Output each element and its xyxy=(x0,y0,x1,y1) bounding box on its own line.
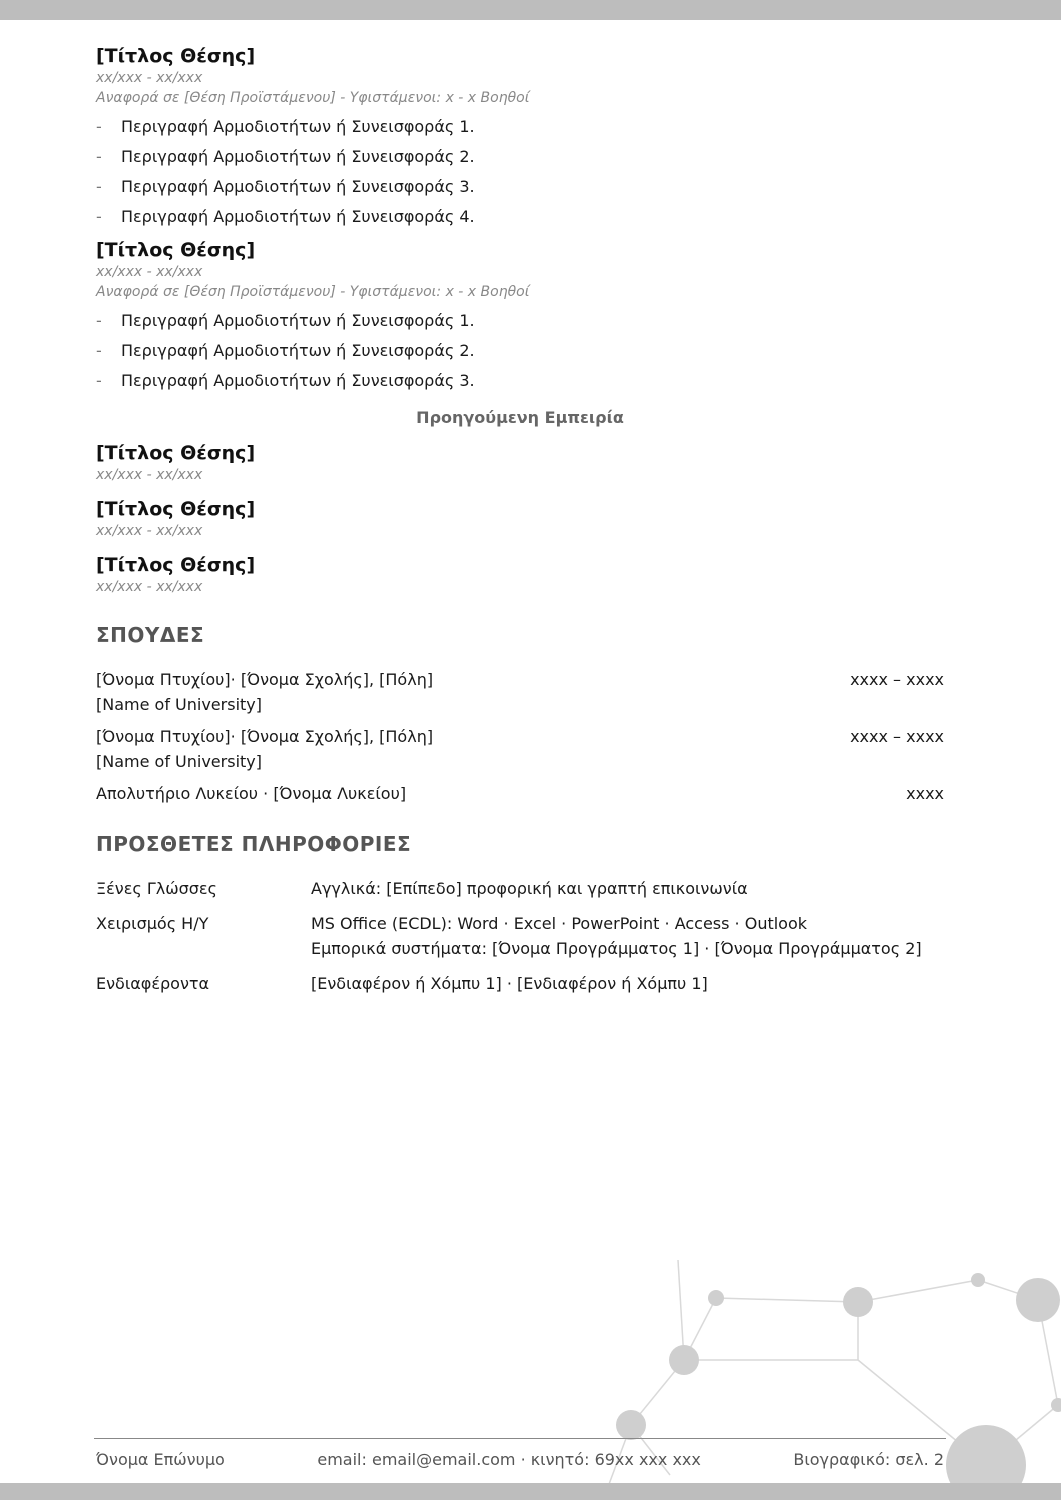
footer-name: Όνομα Επώνυμο xyxy=(96,1450,225,1469)
education-details xyxy=(96,667,433,717)
info-value-line: MS Office (ECDL): Word · Excel · PowerPoint · Access · Outlook xyxy=(311,914,808,933)
previous-job-entry xyxy=(96,553,944,597)
duty-text: Περιγραφή Αρμοδιοτήτων ή Συνεισφοράς 1. xyxy=(121,311,475,330)
duty-text: Περιγραφή Αρμοδιοτήτων ή Συνεισφοράς 4. xyxy=(121,207,475,226)
additional-info-section-title: ΠΡΟΣΘΕΤΕΣ ΠΛΗΡΟΦΟΡΙΕΣ xyxy=(96,832,412,856)
page-footer xyxy=(96,1450,944,1469)
list-item xyxy=(96,202,944,232)
education-details xyxy=(96,724,433,774)
education-entry xyxy=(96,667,944,717)
dash-bullet-icon: - xyxy=(96,341,102,360)
list-item xyxy=(96,366,944,396)
info-value xyxy=(311,971,944,996)
job-dates: xx/xxx - xx/xxx xyxy=(96,523,203,539)
education-entry xyxy=(96,781,944,806)
info-value xyxy=(311,876,944,901)
info-row xyxy=(96,971,944,996)
footer-page-number: Βιογραφικό: σελ. 2 xyxy=(793,1450,944,1469)
university-line: [Name of University] xyxy=(96,695,262,714)
education-details xyxy=(96,781,406,806)
education-years: xxxx xyxy=(906,784,944,803)
job-title: [Τίτλος Θέσης] xyxy=(96,442,256,464)
job-title: [Τίτλος Θέσης] xyxy=(96,239,256,261)
previous-experience-heading: Προηγούμενη Εμπειρία xyxy=(416,408,624,427)
footer-divider xyxy=(94,1438,946,1439)
info-row xyxy=(96,876,944,901)
previous-job-entry xyxy=(96,441,944,485)
job-dates: xx/xxx - xx/xxx xyxy=(96,579,203,595)
dash-bullet-icon: - xyxy=(96,207,102,226)
degree-line: [Όνομα Πτυχίου]· [Όνομα Σχολής], [Πόλη] xyxy=(96,670,434,689)
job-report-line: Αναφορά σε [Θέση Προϊστάμενου] - Υφιστάμενοι: x - x Βοηθοί xyxy=(96,90,530,106)
list-item xyxy=(96,172,944,202)
dash-bullet-icon: - xyxy=(96,311,102,330)
duty-text: Περιγραφή Αρμοδιοτήτων ή Συνεισφοράς 2. xyxy=(121,147,475,166)
info-row xyxy=(96,911,944,961)
job-dates: xx/xxx - xx/xxx xyxy=(96,70,203,86)
degree-line: Απολυτήριο Λυκείου · [Όνομα Λυκείου] xyxy=(96,784,407,803)
info-label: Ενδιαφέροντα xyxy=(96,974,210,993)
info-value-line: Αγγλικά: [Επίπεδο] προφορική και γραπτή επικοινωνία xyxy=(311,879,748,898)
list-item xyxy=(96,112,944,142)
list-item xyxy=(96,306,944,336)
job-report-line: Αναφορά σε [Θέση Προϊστάμενου] - Υφιστάμενοι: x - x Βοηθοί xyxy=(96,284,530,300)
dash-bullet-icon: - xyxy=(96,371,102,390)
previous-job-entry xyxy=(96,497,944,541)
bottom-bar xyxy=(0,1483,1061,1500)
duty-text: Περιγραφή Αρμοδιοτήτων ή Συνεισφοράς 3. xyxy=(121,371,475,390)
info-label: Χειρισμός Η/Υ xyxy=(96,914,209,933)
job-dates: xx/xxx - xx/xxx xyxy=(96,467,203,483)
dash-bullet-icon: - xyxy=(96,147,102,166)
education-section-title: ΣΠΟΥΔΕΣ xyxy=(96,623,205,647)
job-duties-list xyxy=(96,112,944,232)
top-bar xyxy=(0,0,1061,20)
education-years: xxxx – xxxx xyxy=(850,727,944,746)
dash-bullet-icon: - xyxy=(96,177,102,196)
footer-contact: email: email@email.com · κινητό: 69xx xxx xxx xyxy=(317,1450,701,1469)
education-years: xxxx – xxxx xyxy=(850,670,944,689)
job-duties-list xyxy=(96,306,944,396)
duty-text: Περιγραφή Αρμοδιοτήτων ή Συνεισφοράς 2. xyxy=(121,341,475,360)
cv-page-content xyxy=(96,44,944,1006)
job-dates: xx/xxx - xx/xxx xyxy=(96,264,203,280)
degree-line: [Όνομα Πτυχίου]· [Όνομα Σχολής], [Πόλη] xyxy=(96,727,434,746)
duty-text: Περιγραφή Αρμοδιοτήτων ή Συνεισφοράς 1. xyxy=(121,117,475,136)
info-value xyxy=(311,911,944,961)
list-item xyxy=(96,336,944,366)
dash-bullet-icon: - xyxy=(96,117,102,136)
info-value-line: [Ενδιαφέρον ή Χόμπυ 1] · [Ενδιαφέρον ή Χόμπυ 1] xyxy=(311,974,708,993)
info-value-line: Εμπορικά συστήματα: [Όνομα Προγράμματος 1] · [Όνομα Προγράμματος 2] xyxy=(311,939,922,958)
job-title: [Τίτλος Θέσης] xyxy=(96,554,256,576)
info-label: Ξένες Γλώσσες xyxy=(96,879,217,898)
duty-text: Περιγραφή Αρμοδιοτήτων ή Συνεισφοράς 3. xyxy=(121,177,475,196)
list-item xyxy=(96,142,944,172)
university-line: [Name of University] xyxy=(96,752,262,771)
job-title: [Τίτλος Θέσης] xyxy=(96,45,256,67)
education-entry xyxy=(96,724,944,774)
job-title: [Τίτλος Θέσης] xyxy=(96,498,256,520)
job-entry xyxy=(96,44,944,232)
job-entry xyxy=(96,238,944,396)
